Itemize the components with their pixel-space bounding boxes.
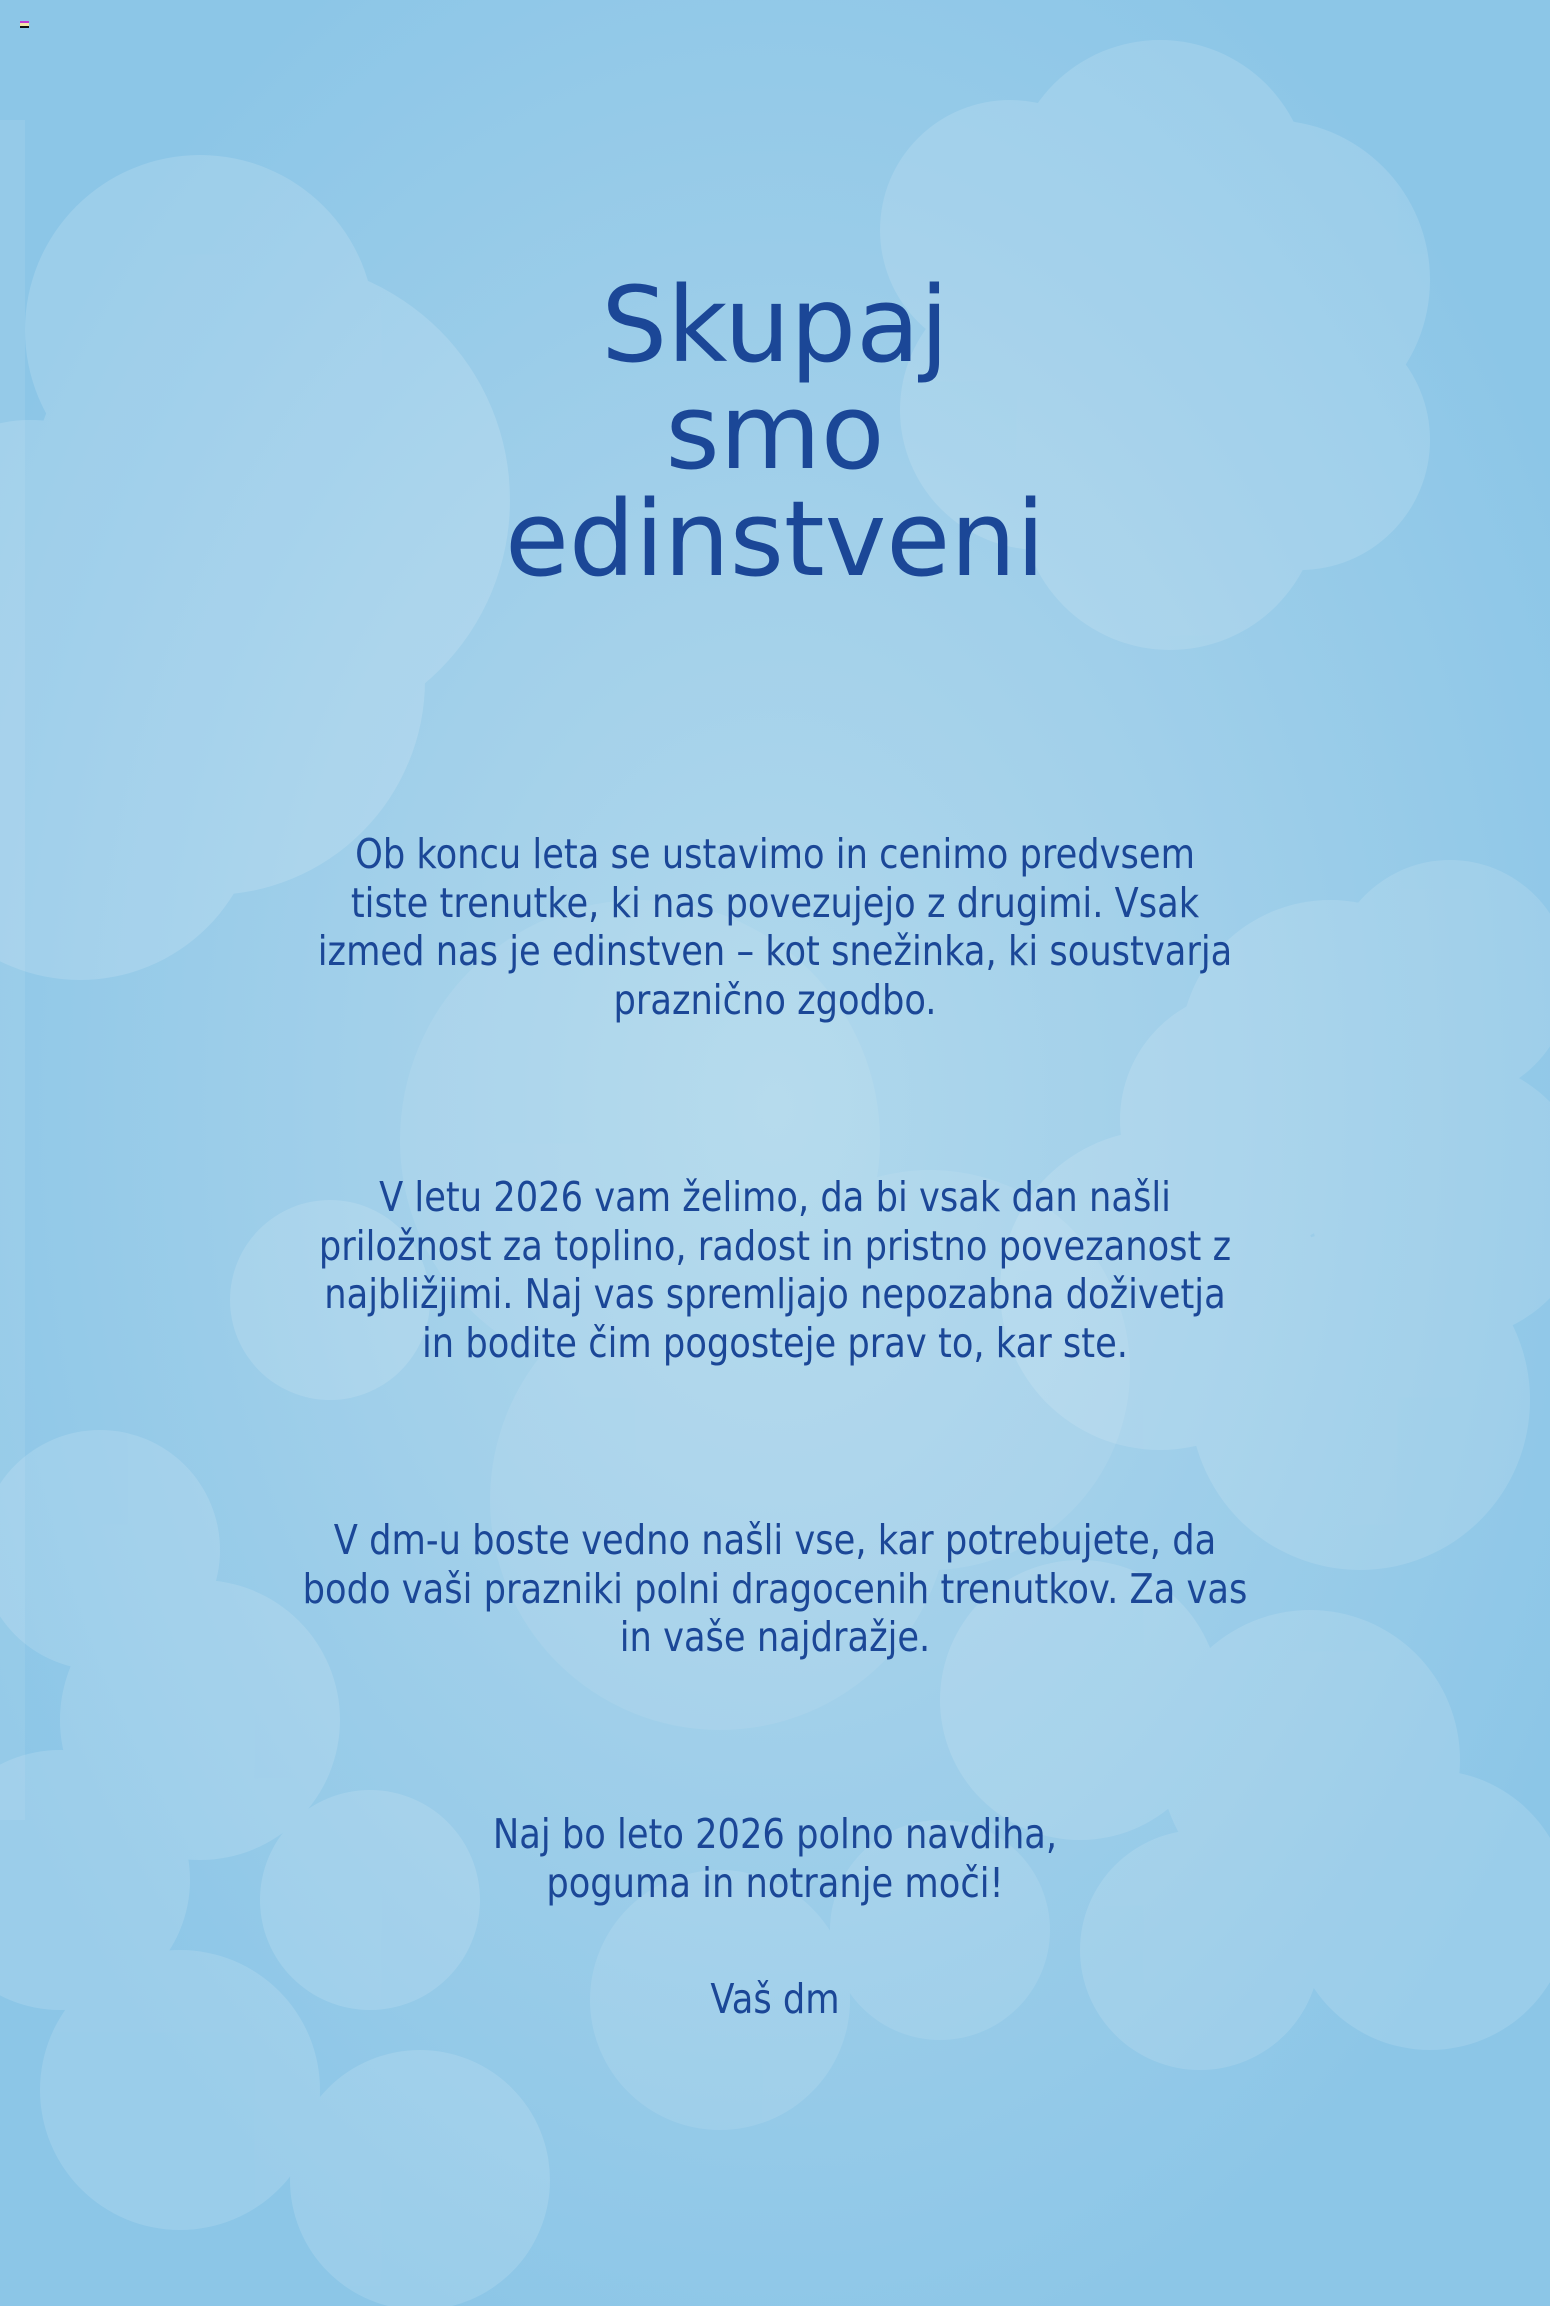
paragraph-line: bodo vaši prazniki polni dragocenih trenutkov. Za vas: [302, 1564, 1248, 1613]
paragraph-line: V letu 2026 vam želimo, da bi vsak dan našli: [379, 1173, 1171, 1221]
closing-wish: [109, 1810, 1442, 1907]
paragraph-dm-store: [109, 1516, 1442, 1662]
paragraph-line: in vaše najdražje.: [619, 1613, 931, 1661]
title-line-2: smo: [665, 371, 885, 493]
paragraph-line: priložnost za toplino, radost in pristno povezanost z: [318, 1221, 1232, 1270]
paragraph-line: V dm-u boste vedno našli vse, kar potrebujete, da: [333, 1516, 1217, 1564]
paragraph-end-of-year: [109, 830, 1442, 1024]
card-title: [0, 264, 1550, 600]
paragraph-line: in bodite čim pogosteje prav to, kar ste.: [421, 1318, 1129, 1367]
paragraph-line: Ob koncu leta se ustavimo in cenimo predvsem: [355, 830, 1195, 878]
signature: [109, 1975, 1442, 2024]
closing-line: Naj bo leto 2026 polno navdiha,: [492, 1810, 1058, 1858]
title-line-3: edinstveni: [504, 478, 1046, 600]
closing-line: poguma in notranje moči!: [546, 1858, 1004, 1907]
title-line-1: Skupaj: [601, 264, 949, 386]
paragraph-wishes-2026: [109, 1173, 1442, 1367]
paragraph-line: najbližjimi. Naj vas spremljajo nepozabna doživetja: [324, 1270, 1226, 1318]
paragraph-line: izmed nas je edinstven – kot snežinka, ki soustvarja: [317, 927, 1233, 975]
paragraph-line: praznično zgodbo.: [613, 975, 937, 1024]
paragraph-line: tiste trenutke, ki nas povezujejo z drugimi. Vsak: [350, 878, 1200, 927]
signature-text: Vaš dm: [710, 1975, 840, 2023]
